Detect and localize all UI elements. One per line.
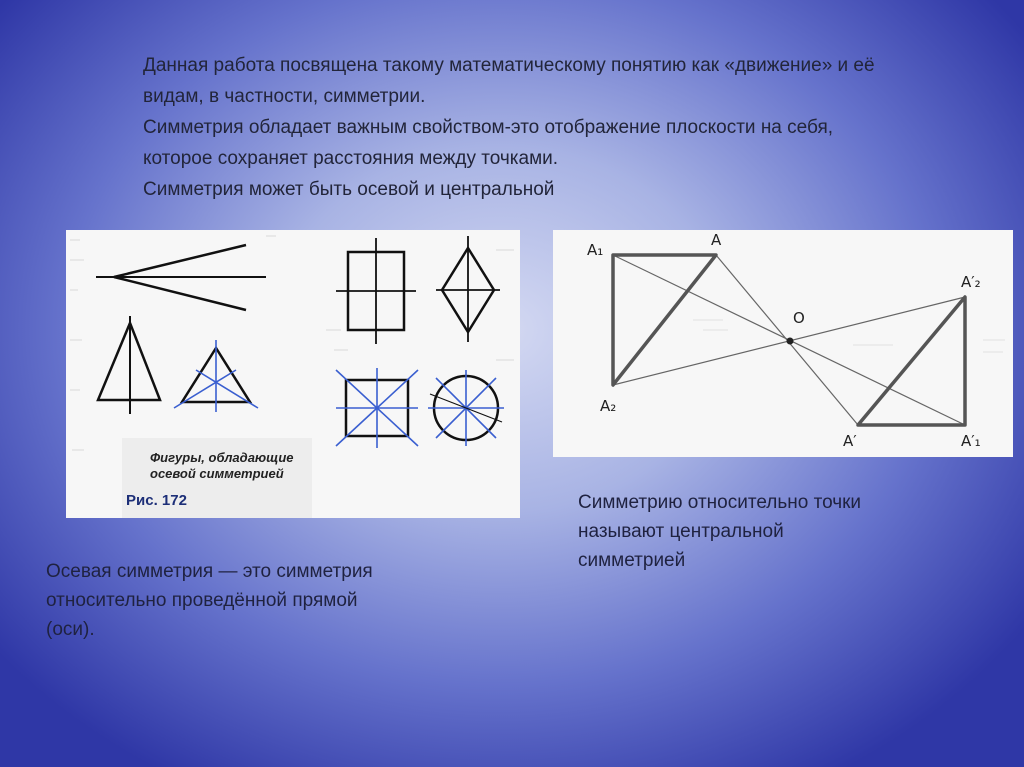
central-symmetry-figure [553, 230, 1013, 457]
axial-symmetry-drawing [66, 230, 520, 518]
equilateral-triangle-shape [174, 340, 258, 412]
intro-line-2: Симметрия обладает важным свойством-это отображение плоскости на себя, которое сохраняет расстояния между точками. [143, 117, 834, 169]
intro-line-3: Симметрия может быть осевой и центральной [143, 179, 555, 200]
figure-number: Рис. 172 [126, 492, 187, 509]
intro-text [143, 50, 903, 205]
label-a: A [711, 231, 722, 249]
label-a2: A₂ [600, 397, 617, 415]
rectangle-shape [336, 238, 416, 344]
angle-shape [96, 245, 266, 310]
rhombus-shape [436, 236, 500, 342]
central-symmetry-drawing [553, 230, 1013, 457]
circle-shape [428, 370, 504, 446]
figure-caption-line-2: осевой симметрией [150, 466, 284, 481]
scan-texture-right [693, 320, 1005, 352]
axial-symmetry-caption: Осевая симметрия — это симметрия относительно проведённой прямой (оси). [46, 561, 373, 640]
intro-line-1: Данная работа посвящена такому математическому понятию как «движение» и её видам, в частности, симметрии. [143, 55, 875, 107]
center-point [787, 338, 794, 345]
label-a-prime: A′ [843, 432, 857, 450]
square-shape [336, 368, 418, 448]
label-a1-prime: A′₁ [961, 432, 981, 450]
isosceles-triangle-shape [98, 316, 160, 414]
central-symmetry-caption: Симметрию относительно точки называют центральной симметрией [578, 492, 862, 571]
label-a1: A₁ [587, 241, 604, 259]
figure-caption-line-1: Фигуры, обладающие [150, 450, 294, 465]
label-a2-prime: A′₂ [961, 273, 981, 291]
axial-symmetry-figure [66, 230, 520, 518]
label-o: O [793, 309, 805, 327]
